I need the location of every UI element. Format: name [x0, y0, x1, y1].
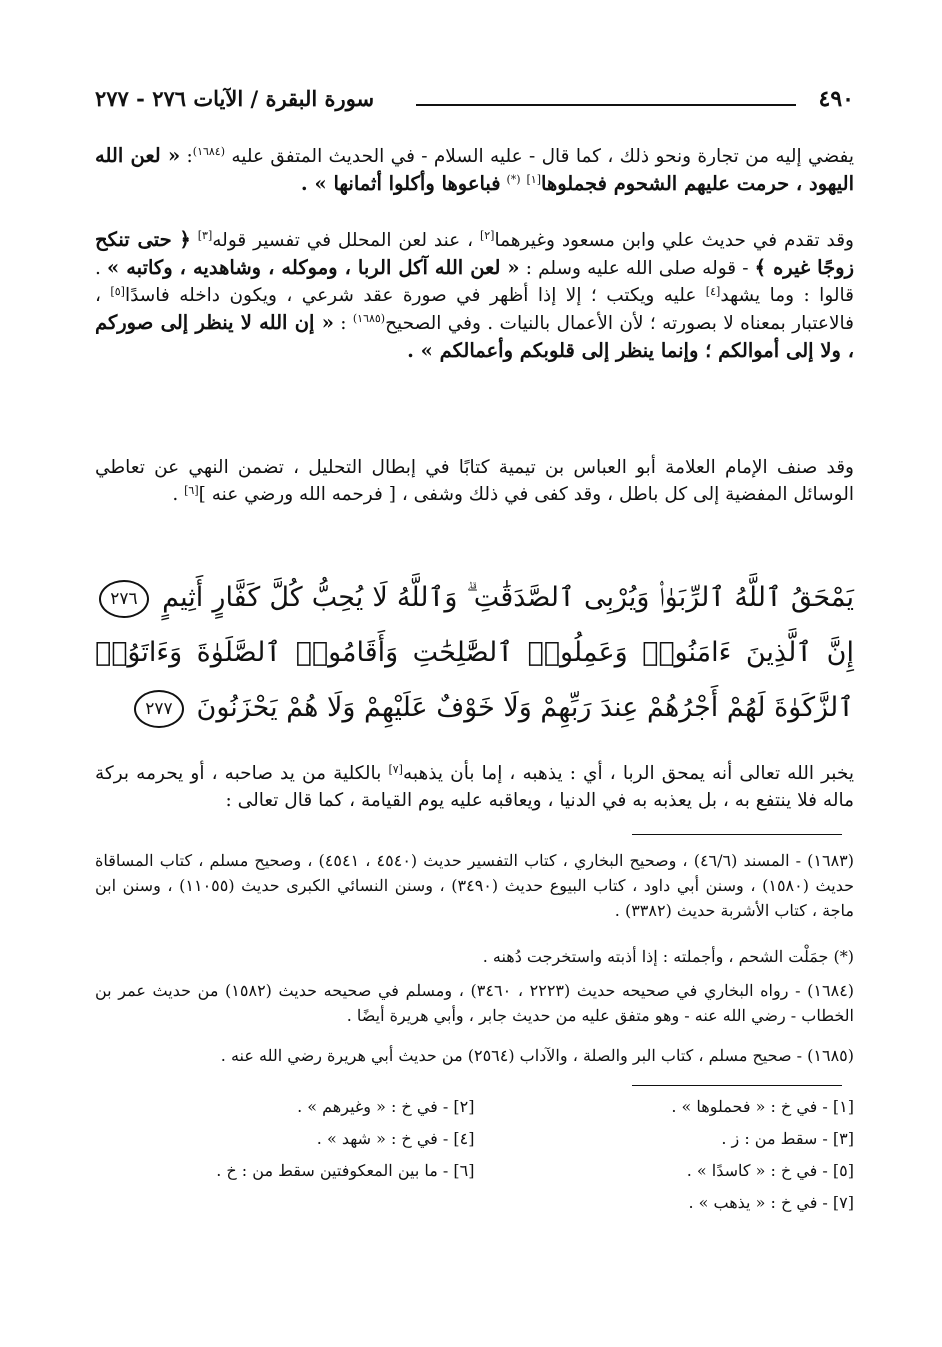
para2-colon: : — [340, 313, 347, 334]
paragraph-4 — [95, 760, 854, 814]
ref-1685: (١٦٨٥) — [352, 312, 386, 325]
para2-text-g: عليه ويكتب ؛ إلا إذا أظهر في صورة عقد شرعي ، ويكون داخله فاسدًا — [124, 285, 697, 306]
note-3: [٣] — [197, 229, 213, 242]
para4-text-a: يخبر الله تعالى أنه يمحق الربا ، أي : يذهبه ، إما بأن يذهبه — [402, 763, 854, 784]
running-title: سورة البقرة / الآيات ٢٧٦ - ٢٧٧ — [95, 86, 375, 111]
editor-note-4: [٤] - في خ : « شهد » . — [316, 1129, 475, 1148]
paragraph-3 — [95, 454, 854, 508]
para2-text-d: - قوله صلى الله عليه وسلم : — [525, 258, 749, 279]
verse-276-text: يَمْحَقُ ٱللَّهُ ٱلرِّبَوٰا۟ وَيُرْبِى ٱلصَّدَقَٰتِ ۗ وَٱللَّهُ لَا يُحِبُّ كُلَّ كَفَّارٍ أَثِيمٍ — [162, 582, 854, 613]
footnote-star: (*) جمَلْت الشحم ، وأجملته : إذا أذبته واستخرجت دُهنه . — [482, 947, 854, 966]
page-header — [95, 86, 854, 118]
editor-note-2: [٢] - في خ : « وغيرهم » . — [297, 1097, 475, 1116]
para2-text-f: . قالوا : وما يشهد — [95, 258, 854, 306]
ayah-number-276: ٢٧٦ — [99, 580, 149, 618]
note-7: [٧] — [388, 763, 403, 776]
hadith-hearts: « إن الله لا ينظر إلى صوركم ، ولا إلى أموالكم ؛ وإنما ينظر إلى قلوبكم وأعمالكم » . — [95, 311, 854, 362]
footnote-1684: (١٦٨٤) - رواه البخاري في صحيحه حديث (٢٢٢٣ ، ٣٤٦٠) ، ومسلم في صحيحه حديث (١٥٨٢) من حديث عمر بن الخطاب - رضي الله عنه - وهو متفق عليه من حديث جابر ، وأبي هريرة أيضًا . — [95, 981, 855, 1025]
star-note: (*) — [506, 173, 521, 186]
ref-1684: (١٦٨٤) — [192, 145, 225, 158]
note-4: [٤] — [705, 285, 721, 298]
hadith-text-2: فباعوها وأكلوا أثمانها » . — [300, 172, 501, 195]
note-1: [١] — [526, 173, 541, 186]
para1-text: يفضي إليه من تجارة ونحو ذلك ، كما قال - عليه السلام - في الحديث المتفق عليه — [231, 146, 855, 167]
quran-verse-block — [95, 570, 854, 735]
editor-notes — [95, 1097, 854, 1225]
para2-text-h: ، فالاعتبار بمعناه لا بصورته ؛ لأن الأعمال بالنيات . وفي الصحيح — [95, 285, 854, 334]
page-number: ٤٩٠ — [818, 86, 854, 112]
editor-notes-separator — [632, 1085, 842, 1086]
hadith-riba: « لعن الله آكل الربا ، وموكله ، وشاهديه ، وكاتبه » — [107, 256, 520, 279]
editor-note-1: [١] - في خ : « فحملوها » . — [671, 1097, 854, 1116]
note-2: [٢] — [479, 229, 495, 242]
editor-note-5: [٥] - في خ : « كاسدًا » . — [686, 1161, 854, 1180]
para2-text-b: ، عند لعن المحلل في تفسير قوله — [212, 230, 474, 251]
verse-277-text: إِنَّ ٱلَّذِينَ ءَامَنُوا۟ وَعَمِلُوا۟ ٱلصَّٰلِحَٰتِ وَأَقَامُوا۟ ٱلصَّلَوٰةَ وَءَاتَوُا۟ ٱلزَّكَوٰةَ لَهُمْ أَجْرُهُمْ عِندَ رَبِّهِمْ وَلَا خَوْفٌ عَلَيْهِمْ وَلَا هُمْ يَحْزَنُونَ — [95, 637, 854, 723]
footnote-1685: (١٦٨٥) - صحيح مسلم ، كتاب البر والصلة ، والآداب (٢٥٦٤) من حديث أبي هريرة رضي الله عنه . — [220, 1046, 854, 1065]
para3-end: . — [172, 484, 179, 505]
hadith-text: « لعن الله اليهود ، حرمت عليهم الشحوم فجملوها — [95, 144, 854, 195]
paragraph-1 — [95, 142, 854, 198]
editor-note-6: [٦] - ما بين المعكوفتين سقط من : خ . — [216, 1161, 475, 1180]
ayah-number-277: ٢٧٧ — [134, 690, 184, 728]
editor-note-7: [٧] - في خ : « يذهب » . — [688, 1193, 854, 1212]
quran-quote: ﴿ حتى تنكح زوجًا غيره ﴾ — [95, 228, 854, 279]
footnote-separator — [632, 834, 842, 835]
note-5: [٥] — [110, 285, 125, 298]
para4-text-b: بالكلية من يد صاحبه ، أو يحرمه بركة ماله فلا ينتفع به ، بل يعذبه به في الدنيا ، ويعاقبه عليه يوم القيامة ، كما قال تعالى : — [95, 763, 854, 811]
footnote-1683: (١٦٨٣) - المسند (٤٦/٦) ، وصحيح البخاري ، كتاب التفسير حديث (٤٥٤٠ ، ٤٥٤١) ، وصحيح مسلم ، كتاب المساقاة حديث (١٥٨٠) ، وسنن أبي داود ، كتاب البيوع حديث (٣٤٩٠) ، وسنن النسائي الكبرى حديث (١١٠٥٥) ، وسنن ابن ماجة ، كتاب الأشربة حديث (٣٣٨٢) . — [95, 851, 854, 920]
note-6: [٦] — [184, 484, 199, 497]
colon: : — [186, 146, 193, 167]
para2-text-a: وقد تقدم في حديث علي وابن مسعود وغيرهما — [494, 230, 854, 251]
editor-note-3: [٣] - سقط من : ز . — [721, 1129, 854, 1148]
para3-text: وقد صنف الإمام العلامة أبو العباس بن تيمية كتابًا في إبطال التحليل ، تضمن النهي عن تعاطي الوسائل المفضية إلى كل باطل ، وقد كفى في ذلك وشفى ، [ فرحمه الله ورضي عنه ] — [95, 457, 854, 505]
header-rule — [416, 104, 796, 106]
paragraph-2 — [95, 226, 854, 365]
